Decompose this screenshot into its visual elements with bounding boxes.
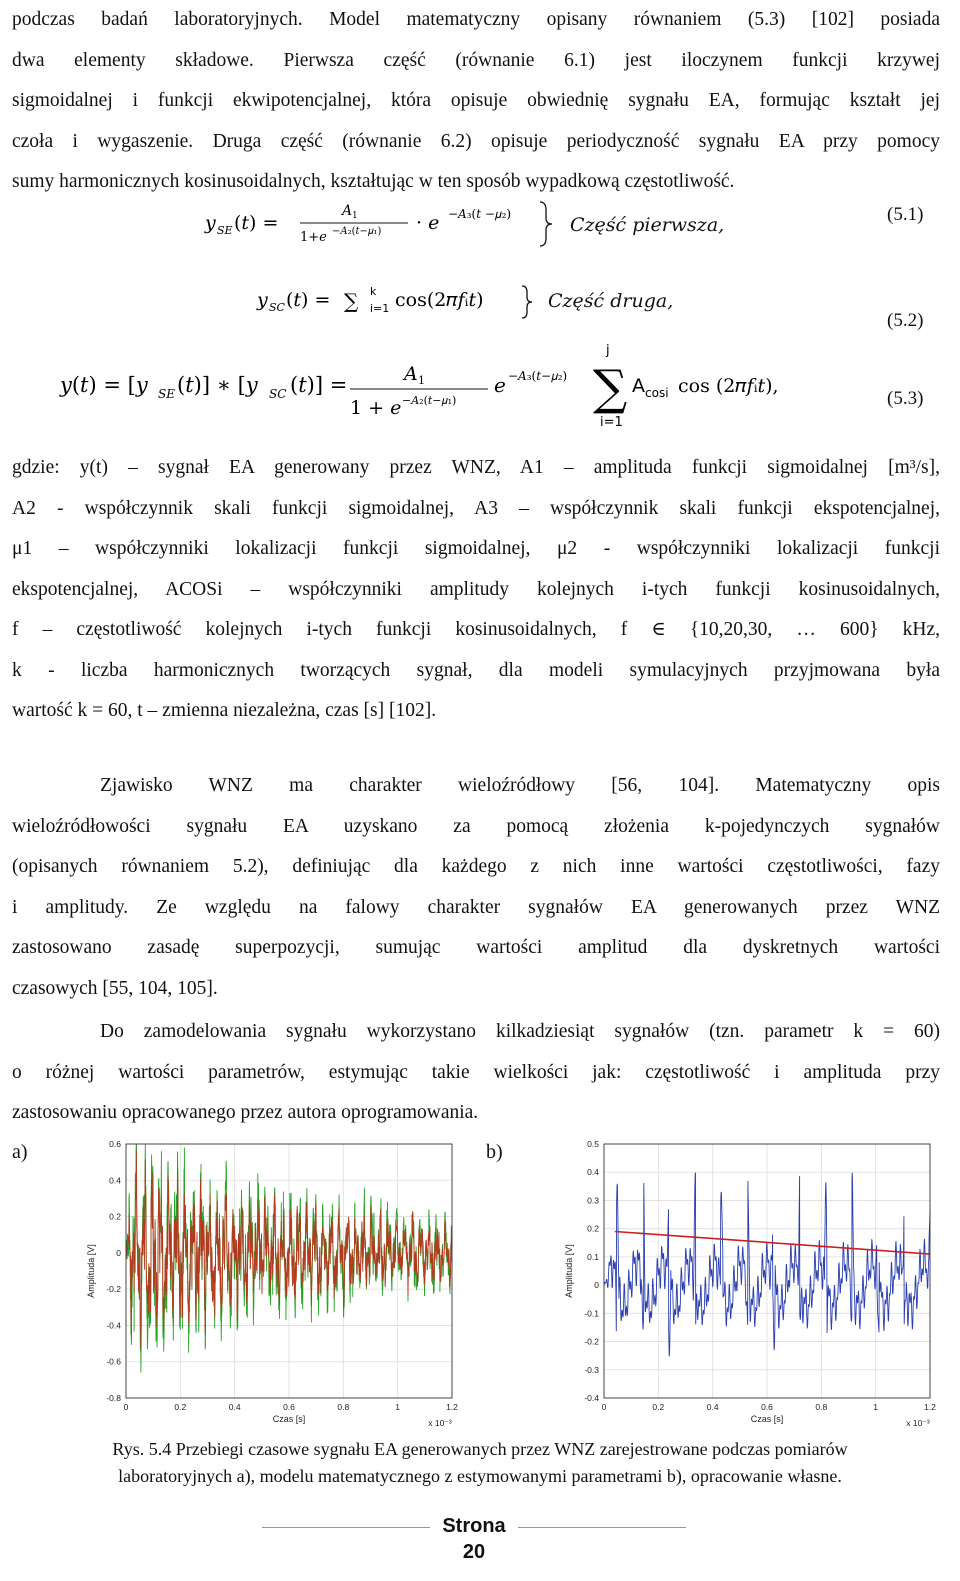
svg-text:A: A — [342, 203, 353, 219]
svg-text:−𝐴₂(𝑡−𝜇₁): −𝐴₂(𝑡−𝜇₁) — [402, 394, 457, 407]
text-line: podczas badań laboratoryjnych. Model matematyczny opisany równaniem (5.3) [102] posiada — [12, 9, 940, 30]
svg-text:k: k — [370, 285, 377, 298]
text-line: Do zamodelowania sygnału wykorzystano kilkadziesiąt sygnałów (tzn. parametr k = 60) — [100, 1021, 940, 1042]
x-axis-multiplier: x 10⁻³ — [906, 1418, 930, 1428]
paragraph-multisource — [12, 766, 940, 1009]
y-tick-label: 0.4 — [109, 1175, 121, 1186]
x-axis-multiplier: x 10⁻³ — [428, 1418, 452, 1428]
text-line: gdzie: y(t) – sygnał EA generowany przez WNZ, A1 – amplituda funkcji sigmoidalnej [m³/s], — [12, 457, 940, 478]
equation-5-1-number: (5.1) — [887, 204, 924, 225]
svg-text:SC: SC — [269, 301, 285, 314]
y-tick-label: -0.2 — [106, 1284, 121, 1295]
figure-label-b: b) — [486, 1141, 503, 1163]
svg-text:𝑒: 𝑒 — [494, 373, 506, 397]
x-axis-label: Czas [s] — [272, 1414, 306, 1424]
svg-text:1: 1 — [418, 374, 425, 387]
svg-text:i=1: i=1 — [600, 415, 623, 430]
y-tick-label: -0.3 — [584, 1364, 599, 1375]
x-tick-label: 0.6 — [761, 1402, 773, 1412]
x-axis-label: Czas [s] — [750, 1414, 784, 1424]
y-axis-label: Amplituda [V] — [86, 1244, 96, 1298]
text-line: sigmoidalnej i funkcji ekwipotencjalnej, która opisuje obwiednię sygnału EA, formując kształt jej — [12, 90, 940, 111]
text-line: wartość k = 60, t – zmienna niezależna, czas [s] [102]. — [12, 700, 437, 721]
text-line: wieloźródłowości sygnału EA uzyskano za pomocą złożenia k-pojedynczych sygnałów — [12, 815, 940, 837]
footer-page: 20 — [462, 1541, 486, 1563]
svg-text:(𝑡) =: (𝑡) = — [286, 289, 331, 311]
text-line: dwa elementy składowe. Pierwsza część (równanie 6.1) jest iloczynem funkcji krzywej — [12, 49, 940, 71]
paragraph-definitions — [12, 448, 940, 732]
svg-text:−𝐴₂(𝑡−𝜇₁): −𝐴₂(𝑡−𝜇₁) — [332, 226, 382, 237]
x-tick-label: 0.8 — [337, 1402, 350, 1412]
svg-text:y: y — [205, 212, 216, 234]
y-tick-label: 0.2 — [109, 1211, 121, 1222]
text-line: czoła i wygaszenie. Druga część (równanie 6.2) opisuje periodyczność sygnału EA przy pomocy — [12, 130, 940, 152]
text-line: k - liczba harmonicznych tworzących sygnał, dla modeli symulacyjnych przyjmowana była — [12, 659, 940, 681]
figure-caption — [12, 1436, 948, 1490]
svg-text:i=1: i=1 — [370, 302, 390, 315]
y-axis-label: Amplituda [V] — [564, 1244, 574, 1298]
paragraph-intro — [12, 0, 940, 203]
svg-text:𝑦(𝑡) = [𝑦: 𝑦(𝑡) = [𝑦 — [60, 373, 148, 397]
y-tick-label: 0 — [594, 1280, 599, 1291]
y-tick-label: -0.2 — [584, 1336, 599, 1347]
y-tick-label: 0.3 — [587, 1195, 599, 1206]
svg-text:cosi: cosi — [645, 386, 669, 400]
paragraph-modeling — [12, 1012, 940, 1134]
equation-5-3-graphic — [0, 340, 960, 430]
svg-text:j: j — [606, 343, 610, 358]
svg-text:cos(2𝜋𝑓ᵢ𝑡): cos(2𝜋𝑓ᵢ𝑡) — [395, 289, 484, 311]
footer-label: Strona — [442, 1515, 506, 1537]
y-tick-label: -0.4 — [584, 1393, 599, 1403]
equation-5-3-number: (5.3) — [887, 388, 924, 409]
x-tick-label: 0.6 — [283, 1402, 295, 1412]
y-tick-label: 0.1 — [587, 1251, 599, 1262]
page-number — [436, 1513, 512, 1565]
text-line: zastosowano zasadę superpozycji, sumując wartości amplitud dla dyskretnych wartości — [12, 937, 940, 958]
svg-text:1 + 𝑒: 1 + 𝑒 — [350, 397, 402, 419]
x-tick-label: 0.4 — [706, 1402, 719, 1412]
svg-text:−𝐴₃(𝑡−𝜇₂): −𝐴₃(𝑡−𝜇₂) — [508, 369, 568, 383]
y-tick-label: 0.5 — [587, 1139, 599, 1149]
x-tick-label: 0.2 — [652, 1402, 665, 1412]
x-tick-label: 0 — [601, 1402, 607, 1412]
svg-text:1: 1 — [352, 211, 358, 221]
svg-text:(𝑡)] ∗ [𝑦: (𝑡)] ∗ [𝑦 — [177, 373, 258, 397]
figure-label-a: a) — [12, 1141, 28, 1163]
chart-b — [560, 1136, 940, 1431]
text-line: (opisanych równaniem 5.2), definiując dla każdego z nich inne wartości częstotliwości, fazy — [12, 856, 940, 877]
x-tick-label: 1.2 — [446, 1402, 458, 1412]
y-tick-label: -0.1 — [584, 1308, 599, 1319]
svg-text:(𝑡)] =: (𝑡)] = — [290, 373, 348, 397]
y-tick-label: 0.2 — [587, 1223, 599, 1234]
svg-text:(𝑡) =: (𝑡) = — [234, 212, 279, 234]
x-tick-label: 1.2 — [924, 1402, 936, 1412]
equation-5-1-label: Część pierwsza, — [570, 214, 725, 236]
y-tick-label: -0.8 — [106, 1393, 121, 1403]
caption-line-1: Rys. 5.4 Przebiegi czasowe sygnału EA generowanych przez WNZ zarejestrowane podczas pomiarów — [112, 1439, 848, 1459]
chart-a — [82, 1136, 462, 1431]
svg-text:A: A — [632, 375, 645, 397]
equation-5-2-label: Część druga, — [548, 290, 674, 312]
svg-text:· 𝑒: · 𝑒 — [416, 212, 440, 234]
y-tick-label: -0.4 — [106, 1320, 121, 1331]
y-tick-label: -0.6 — [106, 1356, 121, 1367]
caption-line-2: laboratoryjnych a), modelu matematycznego z estymowanymi parametrami b), opracowanie własne. — [118, 1466, 842, 1486]
x-tick-label: 0.2 — [174, 1402, 187, 1412]
svg-text:SE: SE — [158, 387, 175, 401]
y-tick-label: 0.6 — [109, 1139, 121, 1149]
text-line: A2 - współczynnik skali funkcji sigmoidalnej, A3 – współczynnik skali funkcji ekspotencjalnej, — [12, 497, 940, 519]
equation-5-2-graphic — [0, 276, 960, 326]
svg-text:SE: SE — [217, 224, 233, 237]
text-line: i amplitudy. Ze względu na falowy charakter sygnałów EA generowanych przez WNZ — [12, 896, 940, 918]
x-tick-label: 0 — [123, 1402, 129, 1412]
svg-text:SC: SC — [269, 387, 287, 401]
equation-5-2-number: (5.2) — [887, 310, 924, 331]
svg-text:A: A — [404, 363, 418, 385]
x-tick-label: 1 — [873, 1402, 879, 1412]
svg-text:cos (2𝜋𝑓ᵢ𝑡),: cos (2𝜋𝑓ᵢ𝑡), — [678, 375, 779, 397]
y-tick-label: 0 — [116, 1247, 121, 1258]
text-line: f – częstotliwość kolejnych i-tych funkcji kosinusoidalnych, f ∈ {10,20,30, … 600} kHz, — [12, 619, 940, 640]
svg-text:−𝐴₃(𝑡 −𝜇₂): −𝐴₃(𝑡 −𝜇₂) — [448, 207, 512, 221]
text-line: zastosowaniu opracowanego przez autora oprogramowania. — [12, 1102, 479, 1123]
footer-rule-right — [518, 1527, 686, 1528]
svg-text:y: y — [257, 289, 268, 311]
text-line: sumy harmonicznych kosinusoidalnych, kształtując w ten sposób wypadkową częstotliwość. — [12, 171, 735, 192]
text-line: ekspotencjalnej, ACOSi – współczynniki amplitudy kolejnych i-tych funkcji kosinusoidalnych, — [12, 578, 940, 600]
text-line: o różnej wartości parametrów, estymując takie wielkości jak: częstotliwość i amplituda przy — [12, 1061, 940, 1083]
text-line: μ1 – współczynniki lokalizacji funkcji sigmoidalnej, μ2 - współczynniki lokalizacji funkcji — [12, 538, 940, 559]
x-tick-label: 1 — [395, 1402, 401, 1412]
text-line: Zjawisko WNZ ma charakter wieloźródłowy [56, 104]. Matematyczny opis — [100, 775, 940, 796]
x-tick-label: 0.8 — [815, 1402, 828, 1412]
svg-text:1+𝑒: 1+𝑒 — [300, 230, 327, 245]
footer-rule-left — [262, 1527, 430, 1528]
text-line: czasowych [55, 104, 105]. — [12, 977, 218, 999]
svg-text:∑: ∑ — [344, 289, 359, 313]
x-tick-label: 0.4 — [228, 1402, 241, 1412]
y-tick-label: 0.4 — [587, 1167, 599, 1178]
equation-5-1-graphic — [0, 196, 960, 256]
svg-text:∑: ∑ — [593, 360, 628, 416]
